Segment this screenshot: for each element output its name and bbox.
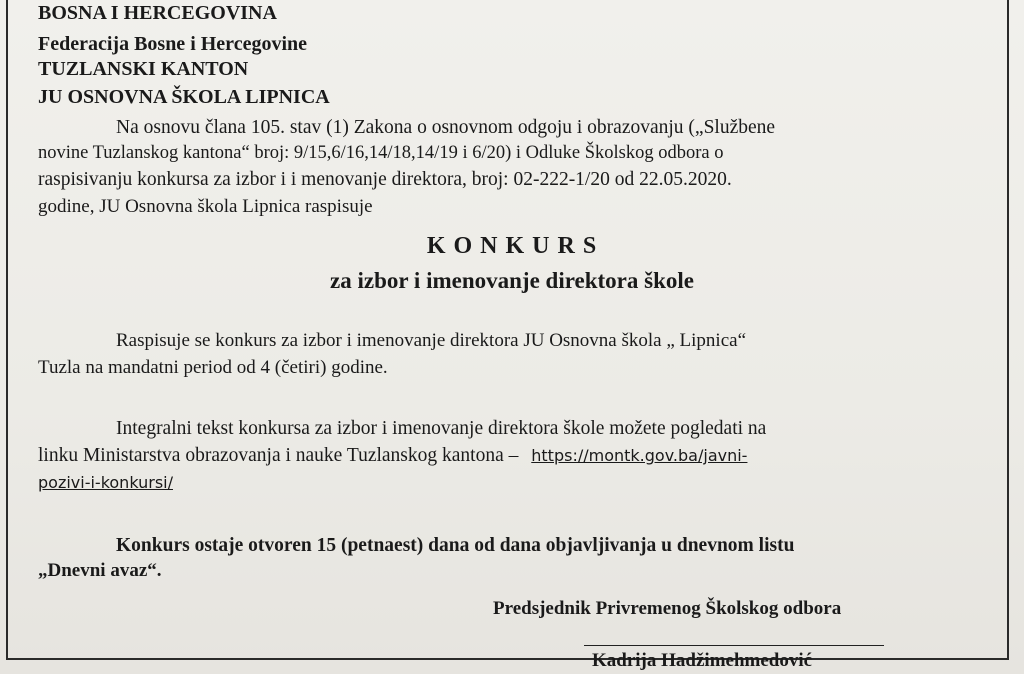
para3-line-1: Konkurs ostaje otvoren 15 (petnaest) dana od dana objavljivanja u dnevnom listu: [116, 535, 795, 556]
konkurs-title: K O N K U R S: [426, 233, 598, 259]
header-federation: Federacija Bosne i Hercegovine: [38, 33, 308, 55]
signature-name: Kadrija Hadžimehmedović: [592, 650, 813, 671]
intro-line-1: Na osnovu člana 105. stav (1) Zakona o osnovnom odgoju i obrazovanju („Službene: [116, 117, 776, 138]
konkurs-link-part-1[interactable]: https://montk.gov.ba/javni-: [531, 446, 748, 465]
intro-line-4: godine, JU Osnovna škola Lipnica raspisuje: [38, 196, 373, 217]
para1-line-1: Raspisuje se konkurs za izbor i imenovanje direktora JU Osnovna škola „ Lipnica“: [116, 330, 746, 351]
signature-line: [584, 645, 884, 646]
para2-line-1: Integralni tekst konkursa za izbor i imenovanje direktora škole možete pogledati na: [116, 418, 767, 439]
intro-line-3: raspisivanju konkursa za izbor i i menovanje direktora, broj: 02-222-1/20 od 22.05.2020.: [38, 169, 732, 190]
para3-line-2: „Dnevni avaz“.: [38, 560, 162, 581]
para2-line-2: [38, 445, 747, 467]
header-school: JU OSNOVNA ŠKOLA LIPNICA: [38, 86, 330, 108]
para1-line-2: Tuzla na mandatni period od 4 (četiri) godine.: [38, 357, 388, 378]
konkurs-subtitle: za izbor i imenovanje direktora škole: [330, 268, 694, 293]
intro-line-2: novine Tuzlanskog kantona“ broj: 9/15,6/16,14/18,14/19 i 6/20) i Odluke Školskog odbora o: [38, 143, 724, 163]
para2-text: linku Ministarstva obrazovanja i nauke Tuzlanskog kantona –: [38, 445, 519, 466]
header-country: BOSNA I HERCEGOVINA: [38, 2, 277, 24]
konkurs-link-part-2[interactable]: pozivi-i-konkursi/: [38, 473, 173, 492]
signature-role: Predsjednik Privremenog Školskog odbora: [493, 598, 842, 619]
header-canton: TUZLANSKI KANTON: [38, 58, 249, 80]
